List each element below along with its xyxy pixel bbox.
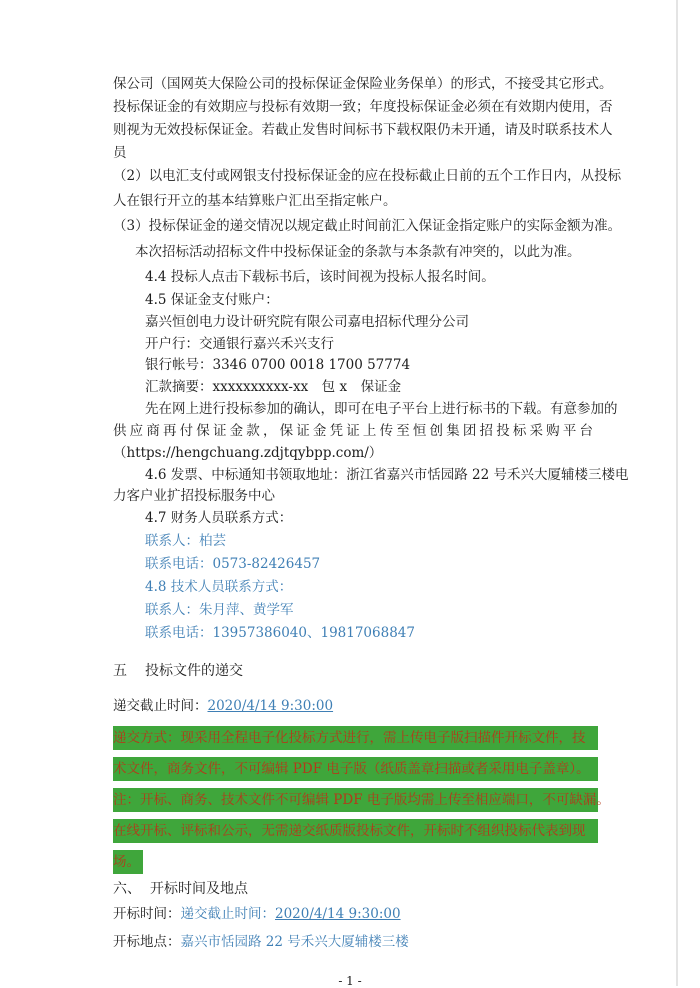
opening-time-prefix: 递交截止时间： bbox=[180, 906, 275, 922]
opening-place-value: 嘉兴市恬园路 22 号禾兴大厦辅楼三楼 bbox=[180, 934, 409, 950]
opening-time-row bbox=[113, 905, 401, 923]
body-line-1: 保公司（国网英大保险公司的投标保证金保险业务保单）的形式，不接受其它形式。 bbox=[113, 76, 613, 92]
submission-method-line-3: 注：开标、商务、技术文件不可编辑 PDF 电子版均需上传至相应端口，不可缺漏。 bbox=[113, 792, 610, 808]
finance-contact-phone: 联系电话：0573-82426457 bbox=[145, 556, 321, 572]
section-5-title: 投标文件的递交 bbox=[145, 663, 243, 679]
body-line-7: （3）投标保证金的递交情况以规定截止时间前汇入保证金指定账户的实际金额为准。 bbox=[113, 218, 622, 234]
section-5-number: 五 bbox=[113, 663, 127, 679]
submission-method-line-4: 在线开标、评标和公示，无需递交纸质版投标文件，开标时不组织投标代表到现 bbox=[113, 823, 586, 839]
section-6-title: 开标时间及地点 bbox=[150, 881, 248, 897]
body-line-16: 供应商再付保证金款，保证金凭证上传至恒创集团招投标采购平台 bbox=[113, 423, 593, 439]
opening-place-label: 开标地点： bbox=[113, 934, 181, 950]
opening-time-value: 2020/4/14 9:30:00 bbox=[275, 906, 401, 922]
platform-url: （https://hengchuang.zdjtqybpp.com/） bbox=[113, 445, 383, 461]
body-line-15: 先在网上进行投标参加的确认，即可在电子平台上进行标书的下载。有意参加的 bbox=[145, 401, 618, 417]
tech-contact-name: 联系人：朱月萍、黄学军 bbox=[145, 602, 294, 618]
body-line-6: 人在银行开立的基本结算账户汇出至指定帐户。 bbox=[113, 193, 397, 209]
section-6-number: 六、 bbox=[113, 881, 141, 897]
deadline-row bbox=[113, 697, 333, 715]
bank-account-number: 银行帐号：3346 0700 0018 1700 57774 bbox=[145, 357, 411, 373]
body-line-10: 4.5 保证金支付账户： bbox=[145, 292, 279, 308]
submission-method-line-5: 场。 bbox=[113, 854, 140, 870]
body-line-4: 员 bbox=[113, 145, 127, 161]
account-name: 嘉兴恒创电力设计研究院有限公司嘉电招标代理分公司 bbox=[145, 314, 469, 330]
body-line-8: 本次招标活动招标文件中投标保证金的条款与本条款有冲突的，以此为准。 bbox=[135, 244, 581, 260]
body-line-20: 4.7 财务人员联系方式： bbox=[145, 510, 293, 526]
submission-method-line-1: 递交方式：现采用全程电子化投标方式进行，需上传电子版扫描件开标文件，技 bbox=[113, 730, 586, 746]
finance-contact-name: 联系人：柏芸 bbox=[145, 533, 226, 549]
page-number: - 1 - bbox=[338, 974, 362, 988]
deadline-label: 递交截止时间： bbox=[113, 698, 208, 714]
body-line-18: 4.6 发票、中标通知书领取地址：浙江省嘉兴市恬园路 22 号禾兴大厦辅楼三楼电 bbox=[145, 467, 629, 483]
deadline-value: 2020/4/14 9:30:00 bbox=[207, 698, 334, 714]
opening-place-row bbox=[113, 933, 409, 951]
tech-contact-heading: 4.8 技术人员联系方式： bbox=[145, 579, 293, 595]
tech-contact-phone: 联系电话：13957386040、19817068847 bbox=[145, 625, 415, 641]
body-line-5: （2）以电汇支付或网银支付投标保证金的应在投标截止日前的五个工作日内，从投标 bbox=[113, 168, 622, 184]
page-edge-shadow bbox=[676, 0, 678, 986]
body-line-9: 4.4 投标人点击下载标书后，该时间视为投标人报名时间。 bbox=[145, 269, 495, 285]
opening-time-label: 开标时间： bbox=[113, 906, 181, 922]
bank-name: 开户行：交通银行嘉兴禾兴支行 bbox=[145, 336, 334, 352]
body-line-19: 力客户业扩招投标服务中心 bbox=[113, 488, 275, 504]
remittance-note: 汇款摘要：xxxxxxxxxx-xx 包 x 保证金 bbox=[145, 379, 402, 395]
body-line-3: 则视为无效投标保证金。若截止发售时间标书下载权限仍未开通，请及时联系技术人 bbox=[113, 122, 613, 138]
submission-method-line-2: 术文件，商务文件，不可编辑 PDF 电子版（纸质盖章扫描或者采用电子盖章）。 bbox=[113, 761, 590, 777]
body-line-2: 投标保证金的有效期应与投标有效期一致；年度投标保证金必须在有效期内使用，否 bbox=[113, 99, 613, 115]
